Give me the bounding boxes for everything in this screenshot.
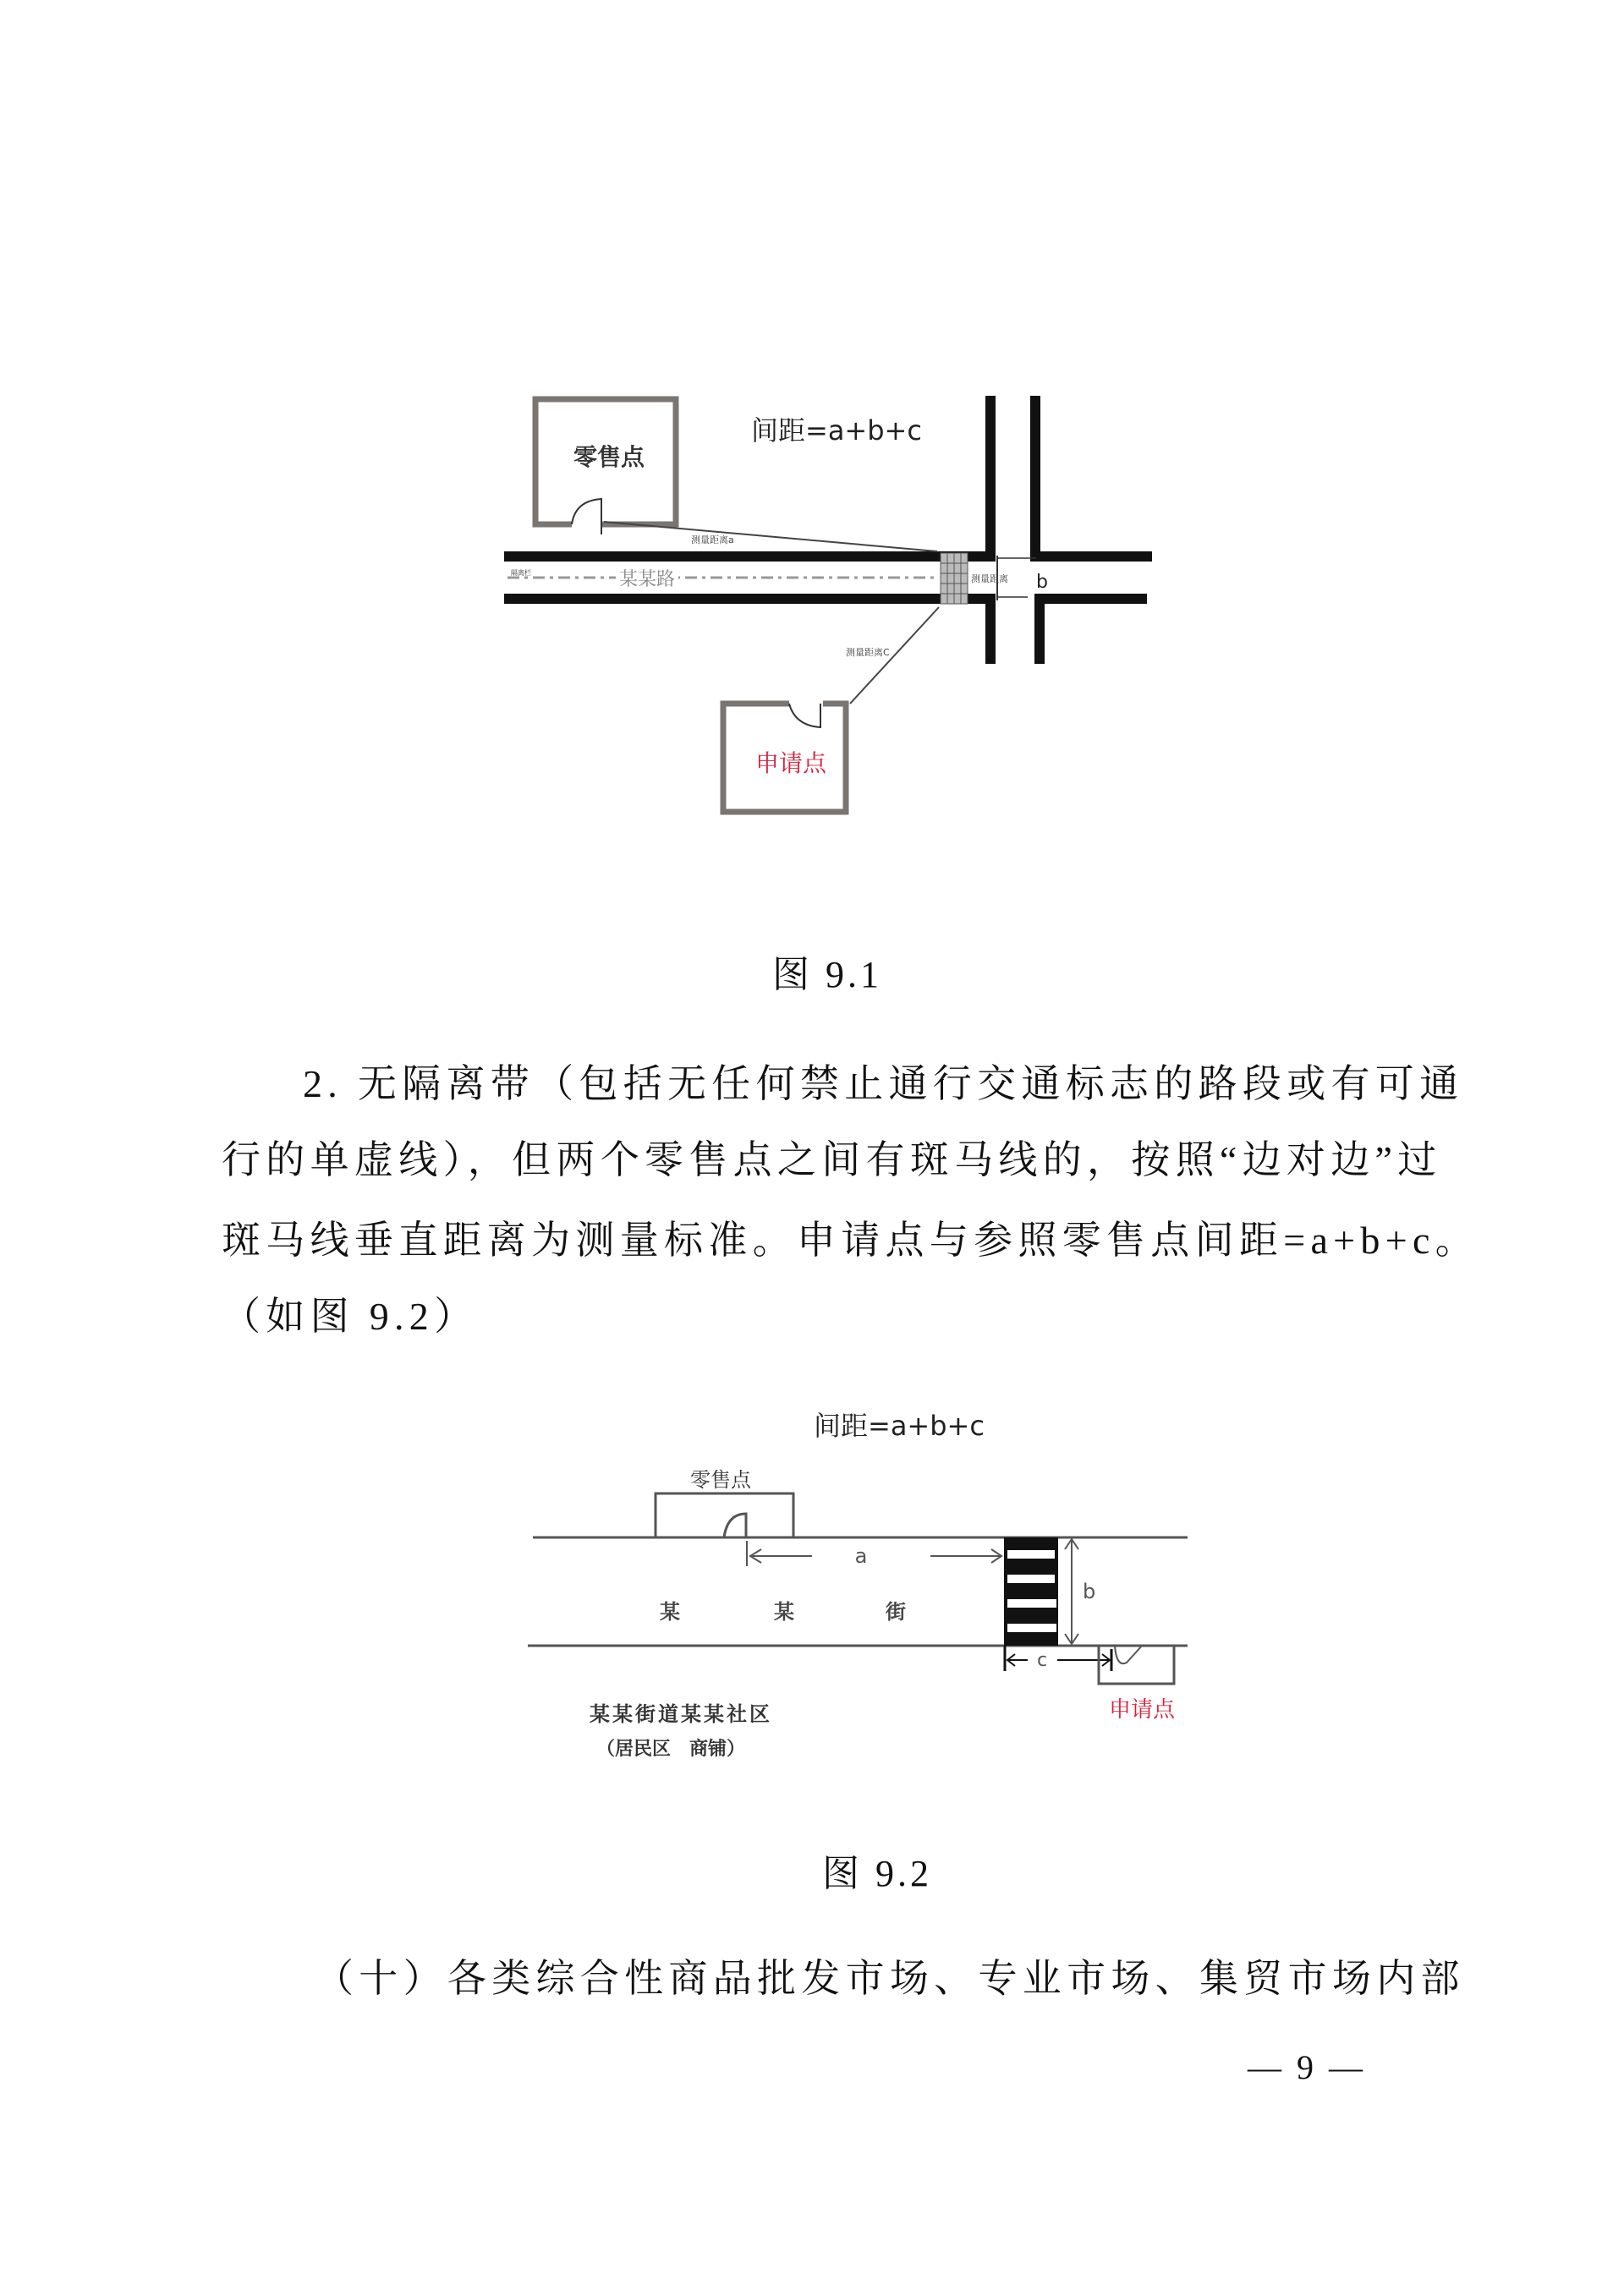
road-horizontal	[504, 551, 1152, 604]
road-label: 某某路	[618, 569, 676, 590]
measure-label-a: 测量距离a	[691, 534, 734, 545]
retail-point-shop	[656, 1493, 793, 1537]
lane-label: 隔离栏	[511, 569, 531, 577]
distance-c-arrow	[1005, 1646, 1111, 1671]
label-b: b	[1083, 1580, 1096, 1603]
label-a: a	[854, 1544, 868, 1568]
figure-9-2-caption: 图 9.2	[822, 1853, 932, 1894]
zebra-crossing	[1004, 1537, 1058, 1646]
community-label-line-1: 某某街道某某社区	[590, 1702, 772, 1726]
street-char-3: 街	[886, 1600, 906, 1624]
measure-label-b: 测量距离	[971, 573, 1008, 584]
figure-9-2-title: 间距=a+b+c	[814, 1410, 985, 1442]
section-heading: （十）各类综合性商品批发市场、专业市场、集贸市场内部	[315, 1957, 1465, 2000]
distance-a-arrow	[747, 1541, 1001, 1566]
measure-line-a	[604, 522, 937, 551]
retail-point-label: 零售点	[573, 443, 645, 471]
distance-b-arrow	[1065, 1539, 1078, 1644]
community-label-line-2: （居民区 商铺）	[596, 1739, 746, 1760]
figure-9-2	[0, 1353, 1624, 1793]
street-char-2: 某	[774, 1600, 794, 1624]
paragraph-line-4: （如图 9.2）	[222, 1295, 479, 1338]
applicant-label: 申请点	[754, 749, 827, 777]
paragraph-line-1: 2. 无隔离带（包括无任何禁止通行交通标志的路段或有可通	[303, 1062, 1464, 1105]
applicant-shop	[1099, 1646, 1174, 1684]
paragraph-line-2: 行的单虚线），但两个零售点之间有斑马线的，按照“边对边”过	[222, 1138, 1442, 1181]
street-char-1: 某	[660, 1600, 680, 1624]
figure-9-1-caption: 图 9.1	[772, 954, 882, 995]
figure-9-1	[0, 0, 1624, 846]
paragraph-line-3: 斑马线垂直距离为测量标准。申请点与参照零售点间距=a+b+c。	[222, 1219, 1479, 1262]
figure-9-1-title: 间距=a+b+c	[751, 414, 922, 447]
crosswalk	[941, 553, 968, 604]
retail-point-label-2: 零售点	[690, 1468, 751, 1492]
label-c: c	[1036, 1650, 1048, 1671]
page-number: — 9 —	[1248, 2048, 1366, 2086]
measure-letter-b: b	[1036, 572, 1048, 593]
road-vertical	[985, 396, 1045, 664]
measure-label-c: 测量距离C	[846, 647, 890, 658]
applicant-label-2: 申请点	[1108, 1697, 1176, 1723]
